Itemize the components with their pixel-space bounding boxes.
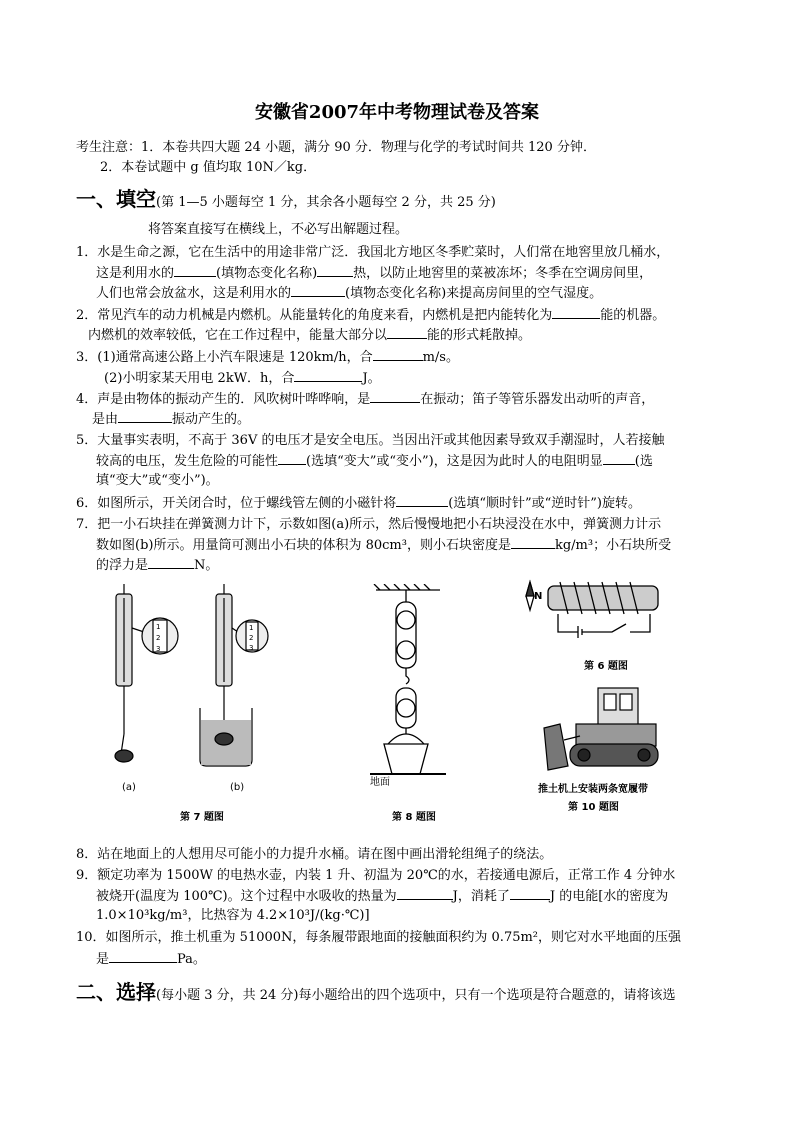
q4-text: 振动产生的。 <box>172 412 251 427</box>
answer-blank[interactable] <box>291 284 345 297</box>
q4-text: 4．声是由物体的振动产生的．风吹树叶哗哗响，是 <box>76 392 371 407</box>
q7-text: kg/m³；小石块所受 <box>554 538 672 553</box>
q2-line-2 <box>88 326 531 345</box>
notice-line-1: 考生注意：1．本卷共四大题 24 小题，满分 90 分．物理与化学的考试时间共 120 分钟． <box>76 140 596 155</box>
answer-blank[interactable] <box>294 369 362 382</box>
answer-blank[interactable] <box>387 326 427 339</box>
figure-7-caption: 第 7 题图 <box>180 812 224 823</box>
q7-text: 数如图(b)所示。用量筒可测出小石块的体积为 80cm³，则小石块密度是 <box>96 538 511 553</box>
q2-line-1 <box>76 306 665 325</box>
q9-text: J，消耗了 <box>452 889 510 904</box>
q9-line-2 <box>96 887 668 906</box>
q5-text: (选 <box>634 454 653 469</box>
figure-7a-label: (a) <box>122 782 136 793</box>
figure-10-caption: 第 10 题图 <box>568 802 619 813</box>
q6-text: 6．如图所示，开关闭合时，位于螺线管左侧的小磁针将 <box>76 496 397 511</box>
q5-text: (选填“变大”或“变小”)，这是因为此时人的电阻明显 <box>306 454 603 469</box>
figure-10-bulldozer <box>540 680 660 778</box>
q7-line-1: 7．把一小石块挂在弹簧测力计下，示数如图(a)所示，然后慢慢地把小石块浸没在水中，弹簧测力计示 <box>76 517 662 532</box>
answer-blank[interactable] <box>317 264 353 277</box>
q2-text: 能的机器。 <box>600 308 666 323</box>
q1-text: (填物态变化名称)来提高房间里的空气湿度。 <box>345 286 603 301</box>
answer-blank[interactable] <box>603 452 635 465</box>
q2-text: 2．常见汽车的动力机械是内燃机。从能量转化的角度来看，内燃机是把内能转化为 <box>76 308 553 323</box>
answer-blank[interactable] <box>118 410 172 423</box>
answer-blank[interactable] <box>373 348 423 361</box>
answer-blank[interactable] <box>109 950 177 963</box>
q9-line-1: 9．额定功率为 1500W 的电热水壶，内装 1 升、初温为 20℃的水，若接通电源后，正常工作 4 分钟水 <box>76 868 676 883</box>
answer-blank[interactable] <box>511 536 555 549</box>
q1-line-3 <box>96 284 602 303</box>
figure-6-north-label: N <box>534 591 543 602</box>
q3-text: (2)小明家某天用电 2kW．h，合 <box>104 371 295 386</box>
q5-line-3: 填“变大”或“变小”)。 <box>96 473 219 488</box>
q3-text: 3．(1)通常高速公路上小汽车限速是 120km/h，合 <box>76 350 373 365</box>
q5-line-1: 5．大量事实表明，不高于 36V 的电压才是安全电压。当因出汗或其他因素导致双手潮湿时，人若接触 <box>76 433 665 448</box>
notice-line-2: 2．本卷试题中 g 值均取 10N／kg． <box>100 160 317 175</box>
answer-blank[interactable] <box>396 494 448 507</box>
q3-text: J。 <box>362 371 381 386</box>
figure-8-caption: 第 8 题图 <box>392 812 436 823</box>
answer-blank[interactable] <box>397 887 453 900</box>
figure-6-solenoid-circuit <box>518 574 668 650</box>
q3-text: m/s。 <box>422 350 459 365</box>
q10-text: Pa。 <box>177 952 206 967</box>
q9-text: J 的电能[水的密度为 <box>549 889 669 904</box>
figure-8-pulley-system <box>366 584 450 796</box>
q1-text: 热，以防止地窖里的菜被冻坏；冬季在空调房间里， <box>353 266 653 281</box>
q10-line-1: 10．如图所示，推土机重为 51000N，每条履带跟地面的接触面积约为 0.75m²，则它对水平地面的压强 <box>76 930 682 945</box>
q7-line-2 <box>96 536 671 555</box>
q8-line-1: 8．站在地面上的人想用尽可能小的力提升水桶。请在图中画出滑轮组绳子的绕法。 <box>76 847 553 862</box>
q10-line-2 <box>96 950 206 969</box>
q5-line-2 <box>96 452 653 471</box>
q1-text: 人们也常会放盆水，这是利用水的 <box>96 286 292 301</box>
svg-text:1: 1 <box>156 623 161 631</box>
q1-text: (填物态变化名称) <box>216 266 318 281</box>
q9-line-3: 1.0×10³kg/m³，比热容为 4.2×10³J/(kg·℃)] <box>96 908 370 923</box>
q4-text: 是由 <box>92 412 119 427</box>
section-1-note: (第 1—5 小题每空 1 分，其余各小题每空 2 分，共 25 分) <box>156 195 496 210</box>
svg-text:3: 3 <box>156 645 161 653</box>
q1-text: 这是利用水的 <box>96 266 175 281</box>
section-2-heading <box>76 980 676 1008</box>
figure-10-label: 推土机上安装两条宽履带 <box>538 784 648 795</box>
answer-blank[interactable] <box>278 452 306 465</box>
q9-text: 被烧开(温度为 100℃)。这个过程中水吸收的热量为 <box>96 889 397 904</box>
answer-blank[interactable] <box>148 556 194 569</box>
answer-blank[interactable] <box>552 306 600 319</box>
svg-text:3: 3 <box>249 644 254 652</box>
q7-text: N。 <box>194 558 219 573</box>
answer-blank[interactable] <box>510 887 550 900</box>
q6-text: (选填“顺时针”或“逆时针”)旋转。 <box>448 496 642 511</box>
svg-text:1: 1 <box>249 624 254 632</box>
q3-line-2 <box>104 369 381 388</box>
q1-line-1: 1．水是生命之源，它在生活中的用途非常广泛．我国北方地区冬季贮菜时，人们常在地窖里放几桶水， <box>76 245 670 260</box>
figure-6-caption: 第 6 题图 <box>584 661 628 672</box>
q7-text: 的浮力是 <box>96 558 149 573</box>
answer-blank[interactable] <box>174 264 216 277</box>
section-1-instruction: 将答案直接写在横线上，不必写出解题过程。 <box>148 222 409 237</box>
svg-text:2: 2 <box>156 634 161 642</box>
section-1-heading <box>76 187 496 215</box>
svg-text:2: 2 <box>249 634 254 642</box>
q1-line-2 <box>96 264 652 283</box>
answer-blank[interactable] <box>370 390 420 403</box>
q4-text: 在振动；笛子等管乐器发出动听的声音， <box>420 392 655 407</box>
section-2-note: (每小题 3 分，共 24 分)每小题给出的四个选项中，只有一个选项是符合题意的，请将该选 <box>156 988 676 1003</box>
q3-line-1 <box>76 348 459 367</box>
q4-line-1 <box>76 390 654 409</box>
q6-line-1 <box>76 494 641 513</box>
figure-7-spring-scales <box>100 584 270 794</box>
q2-text: 能的形式耗散掉。 <box>427 328 532 343</box>
q4-line-2 <box>92 410 250 429</box>
q5-text: 较高的电压，发生危险的可能性 <box>96 454 279 469</box>
q10-text: 是 <box>96 952 110 967</box>
q7-line-3 <box>96 556 218 575</box>
q2-text: 内燃机的效率较低，它在工作过程中，能量大部分以 <box>88 328 388 343</box>
figure-8-ground-label: 地面 <box>370 777 390 788</box>
page-title: 安徽省2007年中考物理试卷及答案 <box>254 102 540 123</box>
figure-7b-label: (b) <box>230 782 245 793</box>
section-1-title: 一、填空 <box>76 187 156 211</box>
section-2-title: 二、选择 <box>76 980 156 1004</box>
